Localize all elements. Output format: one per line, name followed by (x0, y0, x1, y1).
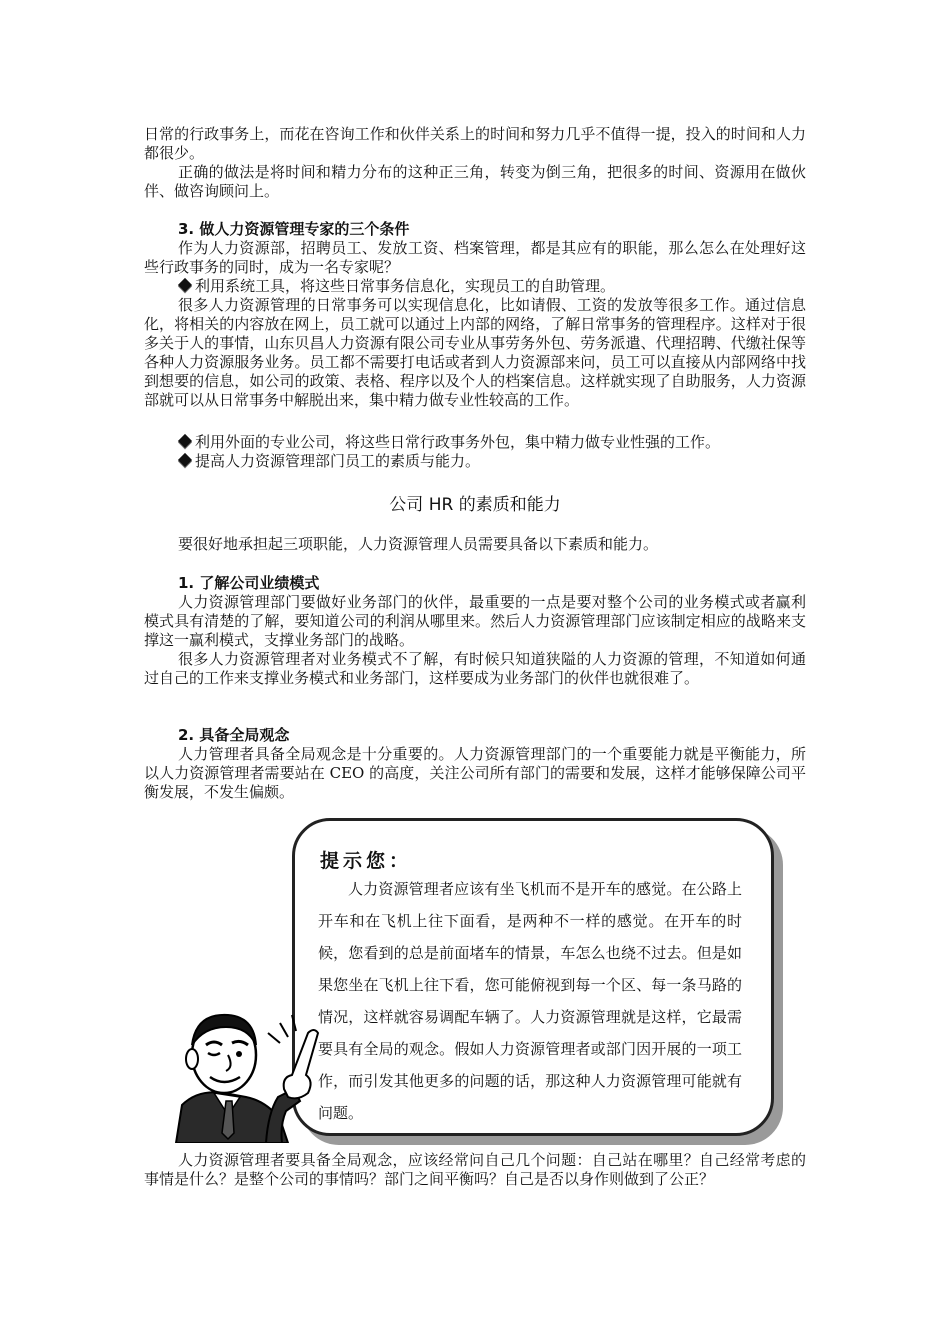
intro-paragraph-2: 正确的做法是将时间和精力分布的这种正三角，转变为倒三角，把很多的时间、资源用在做伙伴、做咨询顾问上。 (144, 163, 806, 200)
subsection-1-paragraph-2: 很多人力资源管理者对业务模式不了解，有时候只知道狭隘的人力资源的管理，不知道如何通过自己的工作来支撑业务模式和业务部门，这样要成为业务部门的伙伴也就很难了。 (144, 650, 806, 687)
section-title: 公司 HR 的素质和能力 (389, 495, 561, 515)
bullet-text-2: 利用外面的专业公司，将这些日常行政事务外包，集中精力做专业性强的工作。 (195, 433, 721, 451)
hr-intro-block (144, 535, 806, 554)
section3-heading: 3. 做人力资源管理专家的三个条件 (178, 220, 410, 238)
bullet-item-1 (178, 277, 615, 296)
intro-block (144, 125, 806, 201)
closing-block (144, 1151, 806, 1189)
diamond-bullet-icon (178, 453, 192, 467)
section3-paragraph-1: 作为人力资源部，招聘员工、发放工资、档案管理，都是其应有的职能，那么怎么在处理好这些行政事务的同时，成为一名专家呢？ (144, 239, 806, 276)
section3-paragraph-2: 很多人力资源管理的日常事务可以实现信息化，比如请假、工资的发放等很多工作。通过信息化，将相关的内容放在网上，员工就可以通过上内部的网络，了解日常事务的管理程序。这样对于很多关于人的事情，山东贝昌人力资源有限公司专业从事劳务外包、劳务派遣、代理招聘、代缴社保等各种人力资源服务业务。员工都不需要打电话或者到人力资源部来问，员工可以直接从内部网络中找到想要的信息，如公司的政策、表格、程序以及个人的档案信息。这样就实现了自助服务，人力资源部就可以从日常事务中解脱出来，集中精力做专业性较高的工作。 (144, 296, 806, 409)
closing-paragraph: 人力资源管理者要具备全局观念，应该经常问自己几个问题：自己站在哪里？自己经常考虑的事情是什么？是整个公司的事情吗？部门之间平衡吗？自己是否以身作则做到了公正？ (144, 1151, 806, 1188)
diamond-bullet-icon (178, 278, 192, 292)
tip-text: 人力资源管理者应该有坐飞机而不是开车的感觉。在公路上开车和在飞机上往下面看，是两种不一样的感觉。在开车的时候，您看到的总是前面堵车的情景，车怎么也绕不过去。但是如果您坐在飞机上往下看，您可能俯视到每一个区、每一条马路的情况，这样就容易调配车辆了。人力资源管理就是这样，它最需要具有全局的观念。假如人力资源管理者或部门因开展的一项工作，而引发其他更多的问题的话，那这种人力资源管理可能就有问题。 (318, 880, 742, 1122)
bullet-item-3 (178, 452, 480, 471)
bullet-text-3: 提高人力资源管理部门员工的素质与能力。 (195, 452, 481, 470)
intro-paragraph-1: 日常的行政事务上，而花在咨询工作和伙伴关系上的时间和努力几乎不值得一提，投入的时间和人力都很少。 (144, 125, 806, 162)
bullet-item-2 (178, 433, 720, 452)
subsection-2-body (144, 745, 806, 802)
subsection-1-paragraph-1: 人力资源管理部门要做好业务部门的伙伴，最重要的一点是要对整个公司的业务模式或者赢利模式具有清楚的了解，要知道公司的利润从哪里来。然后人力资源管理部门应该制定相应的战略来支撑这一赢利模式，支撑业务部门的战略。 (144, 593, 806, 649)
subsection-1-body (144, 593, 806, 688)
subsection-1-heading: 1. 了解公司业绩模式 (178, 574, 320, 592)
tip-text-block (318, 873, 742, 1129)
hr-intro-paragraph: 要很好地承担起三项职能，人力资源管理人员需要具备以下素质和能力。 (178, 535, 659, 553)
section3-paragraph-2-block (144, 296, 806, 410)
businessman-pointing-illustration (168, 993, 328, 1143)
diamond-bullet-icon (178, 434, 192, 448)
section3-paragraph-1-block (144, 239, 806, 277)
bullet-text-1: 利用系统工具，将这些日常事务信息化，实现员工的自助管理。 (195, 277, 616, 295)
subsection-2-paragraph-1: 人力管理者具备全局观念是十分重要的。人力资源管理部门的一个重要能力就是平衡能力，所以人力资源管理者需要站在 CEO 的高度，关注公司所有部门的需要和发展，这样才能够保障公司平衡发展，不发生偏颇。 (144, 745, 806, 801)
subsection-2-heading: 2. 具备全局观念 (178, 726, 290, 744)
tip-title: 提示您： (320, 850, 413, 872)
